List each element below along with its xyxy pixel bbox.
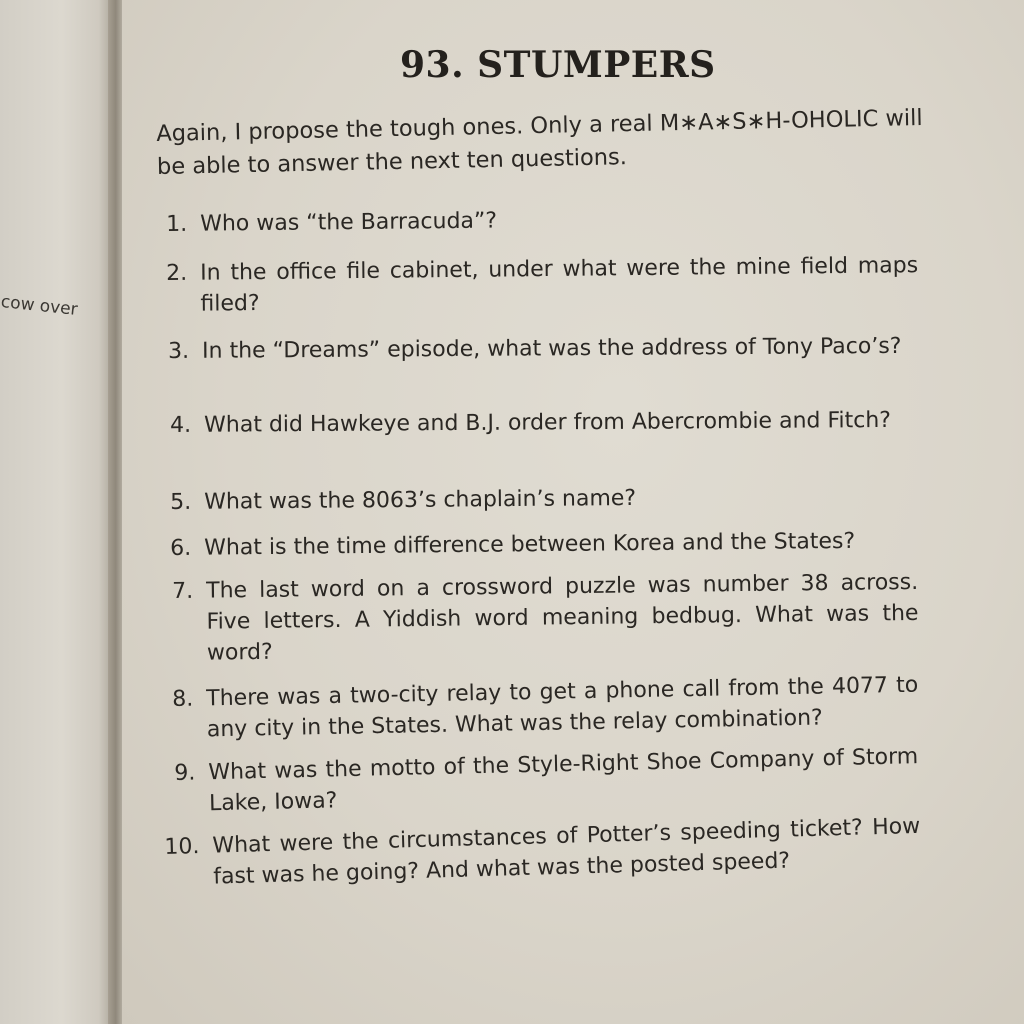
question-number: 4. (170, 412, 192, 438)
question-number: 9. (174, 760, 196, 786)
question-item (172, 567, 919, 669)
question-number: 3. (168, 338, 190, 364)
question-number: 2. (166, 260, 188, 286)
question-number: 1. (166, 211, 188, 237)
left-page (0, 0, 112, 1024)
question-item (170, 481, 890, 518)
question-text: What did Hawkeye and B.J. order from Abercrombie and Fitch? (204, 407, 892, 438)
question-text: What was the motto of the Style-Right Shoe Company of Storm Lake, Iowa? (208, 744, 919, 817)
question-item (166, 250, 919, 320)
question-text: What were the circumstances of Potter’s speeding ticket? How fast was he going? And what was the posted speed? (212, 813, 921, 890)
question-text: What was the 8063’s chaplain’s name? (204, 485, 637, 515)
question-text: There was a two-city relay to get a phone call from the 4077 to any city in the States. What was the relay combination? (206, 672, 919, 743)
question-text: In the office file cabinet, under what were the mine field maps filed? (200, 253, 919, 317)
question-number: 10. (164, 834, 200, 860)
question-text: The last word on a crossword puzzle was number 38 across. Five letters. A Yiddish word meaning bedbug. What was the word? (206, 569, 919, 666)
question-item (170, 405, 918, 441)
question-text: Who was “the Barracuda”? (200, 208, 498, 237)
page-title: 93. STUMPERS (400, 44, 716, 86)
question-number: 8. (172, 686, 194, 712)
question-text: What is the time difference between Korea and the States? (204, 528, 856, 561)
intro-paragraph: Again, I propose the tough ones. Only a real M∗A∗S∗H-OHOLIC will be able to answer the next ten questions. (156, 104, 923, 180)
question-text: In the “Dreams” episode, what was the address of Tony Paco’s? (202, 333, 902, 364)
question-number: 7. (172, 578, 194, 604)
question-number: 6. (170, 535, 192, 561)
question-item (168, 331, 918, 367)
left-page-text-fragment: cow over (0, 292, 79, 320)
question-number: 5. (170, 489, 192, 515)
